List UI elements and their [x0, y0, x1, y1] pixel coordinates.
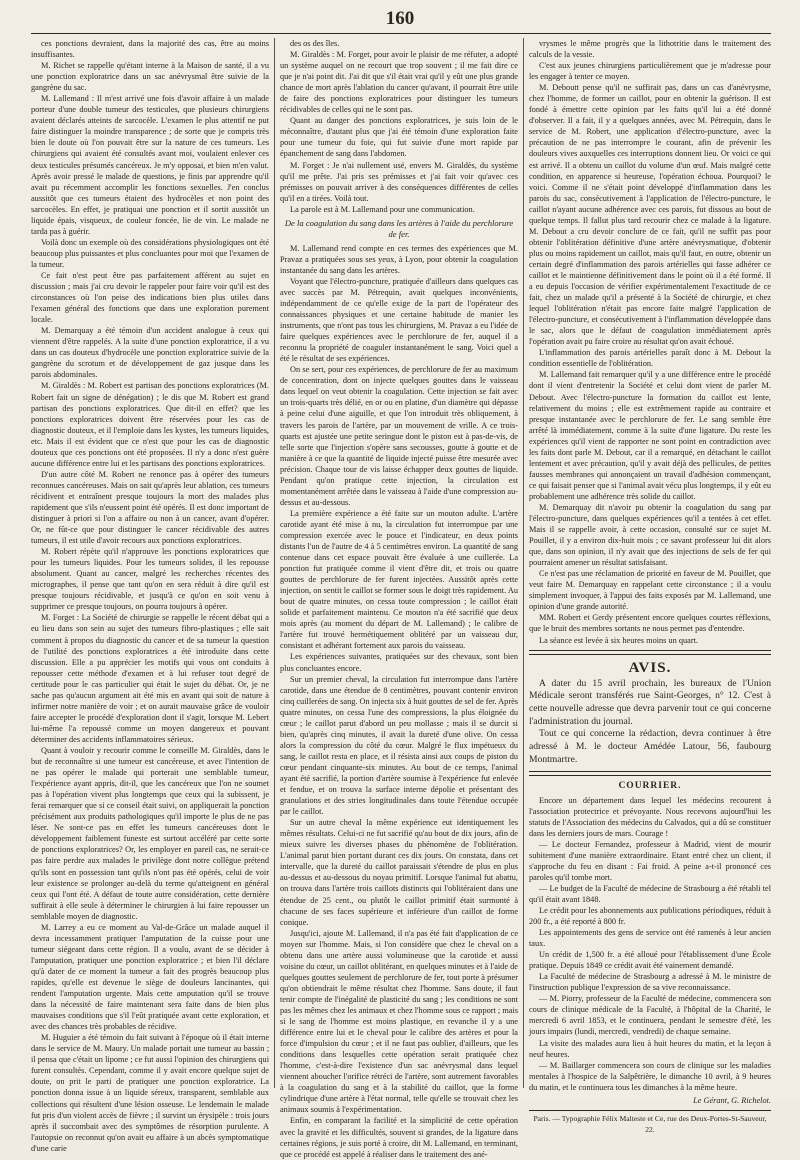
paragraph: — Le docteur Fernandez, professeur à Madrid, vient de mourir subitement d'une manière extraordinaire. Etant entré chez un client, il s'approche du feu en disant : Fai froid. A peine a-t-il prononcé ces paroles qu'il tombe mort. — [529, 839, 771, 882]
paragraph: M. Huguier a été témoin du fait suivant à l'époque où il était interne dans le service de M. Maury. Un malade portait une tumeur au bassin ; il pensa que c'était un lipome ; ce fut aussi l'opinion des chirurgiens qui furent consultés. Cependant, comme il y avait encore quelque sujet de doute, on prit le parti de pratiquer une ponction exploratrice. La ponction donna issue à un liquide séreux, transparent, semblable aux collections qui résultent d'une lésion osseuse. Le lendemain le malade fut pris d'un violent accès de fièvre ; il survint un érysipèle : trois jours après il succombait avec des symptômes de résorption purulente. A l'autopsie on reconnut qu'on avait eu affaire à un abcès symptomatique d'une carie — [31, 1033, 269, 1153]
section-divider — [529, 650, 771, 655]
paragraph: des os des îles. — [290, 39, 340, 48]
paragraph: — Le budget de la Faculté de médecine de Strasbourg a été rétabli tel qu'il était avant 1848. — [529, 883, 771, 904]
avis-title: AVIS. — [628, 659, 672, 676]
column-divider — [274, 38, 275, 1088]
paragraph: Voilà donc un exemple où des considérations physiologiques ont été beaucoup plus puissantes et plus concluantes pour moi que l'examen de la tumeur. — [31, 237, 269, 269]
paragraph: — M. Piorry, professeur de la Faculté de médecine, commencera son cours de clinique médicale de la Faculté, à l'hôpital de la Charité, le mercredi 6 avril 1853, et le continuera, pendant le semestre d'été, les jours impairs (lundi, mercredi, vendredi) de chaque semaine. — [529, 994, 771, 1037]
paragraph: M. Giraldès : M. Forget, pour avoir le plaisir de me réfuter, a adopté un système auquel on ne recourt que trop souvent ; il me fait dire ce que je n'ai point dit. J'ai dit que s'il était vrai qu'il y eût une plus grande chance de mort après l'ablation du cancer qu'avant, il pourrait être utile de faire des ponctions exploratrices pour distinguer les tumeurs récidivables de celles qui ne le sont pas. — [280, 50, 518, 115]
paragraph: La première expérience a été faite sur un mouton adulte. L'artère carotide ayant été mise à nu, la circulation fut interrompue par une compression exercée avec le pouce et l'indicateur, en deux points distants l'un de l'autre de 4 à 5 centimètres environ. La quantité de sang contenue dans cet espace pouvait être évaluée à une cuillerée. La ponction fut pratiquée comme il vient d'être dit, et trois ou quatre gouttes de perchlorure de fer furent injectées. Aussitôt après cette injection, on sentit le caillot se former sous le doigt très rapidement. Au bout de quatre minutes, on cessa toute compression ; le caillot était solide et parfaitement maintenu. Ce mouton n'a été sacrifié que deux mois après (au moment du départ de M. Lallemand) ; le calibre de l'artère fut trouvé hermétiquement oblitéré par un vaisseau dur, consistant et adhérant fortement aux parois du vaisseau. — [280, 508, 518, 651]
paragraph: ces ponctions devraient, dans la majorité des cas, être au moins insuffisantes. — [31, 39, 269, 60]
paragraph: On se sert, pour ces expériences, de perchlorure de fer au maximum de concentration, dont on injecte quelques gouttes dans le vaisseau dans lequel on veut obtenir la coagulation. Cette injection se fait avec un trois-quarts très délié, en or ou en platine, d'un diamètre qui dépasse à peine celui d'une aiguille, et que l'on introduit très obliquement, à travers les parois de l'artère, par un mouvement de vrille. A ce trois-quarts est ajustée une petite seringue dont le piston est à pas-de-vis, de telle sorte que l'injection s'opère sans secousses, goutte à goutte et de manière à ce que la quantité de liquide injecté puisse être mesurée avec précision. Chaque tour de vis laisse échapper deux gouttes de liquide. Pendant qu'on pratique cette injection, la circulation est momentanément arrêtée dans le vaisseau à l'aide d'une compression au-dessus et au-dessous. — [280, 365, 518, 507]
signature: Le Gérant, G. Richelot. — [693, 1095, 771, 1105]
paragraph: Ce fait n'est peut être pas parfaitement afférent au sujet en discussion ; mais j'ai cru devoir le rappeler pour faire voir qu'il est des circonstances où l'on peise des indications bien plus utiles dans l'examen général des fonctions que dans une exploration purement locale. — [31, 270, 269, 325]
paragraph: La visite des malades aura lieu à huit heures du matin, et la leçon à neuf heures. — [529, 1038, 771, 1059]
printer-imprint: Paris. — Typographie Félix Malteste et Ce, rue des Deux-Portes-St-Sauveur, 22. — [533, 1113, 767, 1134]
column-3 — [529, 38, 771, 1134]
paragraph: Voyant que l'électro-puncture, pratiquée d'ailleurs dans quelques cas avec succès par M. Pétrequin, avait quelques inconvénients, indépendamment de ce qu'elle exige de la part de l'opérateur des connaissances physiques et une certaine habitude de manier les instruments, que n'ont pas tous les chirurgiens, M. Pravaz a eu l'idée de faire quelques expériences avec le perchlorure de fer, auquel il a reconnu la propriété de coaguler instantanément le sang. Voici quel a été le résultat de ses expériences. — [280, 276, 518, 364]
paragraph: Enfin, en comparant la facilité et la simplicité de cette opération avec la gravité et les difficultés, souvent si grandes, de la ligature dans certaines régions, je suis porté à croire, dit M. Lallemand, en terminant, que ce procédé est appelé à réaliser dans le traitement des ané- — [280, 1116, 518, 1159]
paragraph: Ce n'est pas une réclamation de priorité en faveur de M. Pouillet, que veut faire M. Demarquay en rappelant cette circonstance ; il a voulu simplement invoquer, à l'appui des faits exposés par M. Lallemand, une opinion d'une grande autorité. — [529, 569, 771, 612]
paragraph: D'un autre côté M. Robert ne renonce pas à opérer des tumeurs reconnues cancéreuses. Mais on sait qu'après leur ablation, ces tumeurs récidivent et entraînent presque toujours la mort des malades plus rapidement que s'ils n'eussent point été opérés. Il est donc important de distinguer à priori si l'on a affaire ou non à un cancer, avant d'opérer. Or, ne fût-ce que pour distinguer le cancer récidivable des autres tumeurs, il est utile d'avoir recours aux ponctions exploratrices. — [31, 469, 269, 546]
section-divider — [529, 771, 771, 776]
paragraph: M. Robert répète qu'il n'approuve les ponctions exploratrices que pour les tumeurs liquides. Pour les tumeurs solides, il les repousse absolument. Quant au cancer, malgré les recherches récentes des micrographes, il pense que tant qu'on en sera réduit à dire qu'il est presque toujours récidivable, et jusqu'à ce qu'on en soit venu à supprimer ce presque toujours, on pourra toujours à opérer. — [31, 547, 269, 612]
paragraph: M. Forget : Je n'ai nullement usé, envers M. Giraldès, du système qu'il me prête. J'ai pris ses prémisses et j'ai fait voir qu'avec ces prémisses on pouvait arriver à des conséquences différentes de celles qu'il en a tirées. Voilà tout. — [280, 160, 518, 203]
paragraph: La Faculté de médecine de Strasbourg a adressé à M. le ministre de l'instruction publique l'expression de sa vive reconnaissance. — [529, 972, 771, 993]
column-divider — [523, 38, 524, 1088]
paragraph: M. Forget : La Société de chirurgie se rappelle le récent débat qui a eu lieu dans son sein au sujet des tumeurs fibro-plastiques ; elle sait comment à propos du diagnostic du cancer et de sa tumeur la question de l'utilité des ponctions exploratrices a été introduite dans cette discussion. Elle a pu apprécier les motifs qui vous ont conduits à repousser cette méthode d'examen et à lui refuser tout degré de certitude pour le cas particulier qui était le sujet du débat. Or, je ne sache pas qu'aucun argument ait été mis en avant qui soit de nature à infirmer notre manière de voir ; et on aurait mauvaise grâce de vouloir faire accepter le procédé d'exploration dont il s'agit, lorsque M. Lebert lui-même l'a repoussé comme un moyen dangereux et pouvant déterminer des accidents inflammatoires sérieux. — [31, 613, 269, 744]
column-1 — [31, 38, 269, 1153]
paragraph: Le crédit pour les abonnements aux publications périodiques, réduit à 200 fr., a été reporté à 800 fr. — [529, 905, 771, 927]
avis-paragraph: Tout ce qui concerne la rédaction, devra continuer à être adressé à M. le docteur Amédée Latour, 56, faubourg Montmartre. — [529, 728, 771, 765]
footer-rule — [529, 1110, 771, 1111]
paragraph: Les appointements des gens de service ont été ramenés à leur ancien taux. — [529, 928, 771, 949]
section-heading: De la coagulation du sang dans les artères à l'aide du perchlorure de fer. — [284, 217, 514, 239]
page-number: 160 — [385, 8, 415, 29]
paragraph: La séance est levée à six heures moins un quart. — [539, 635, 698, 645]
paragraph: L'inflammation des parois artérielles paraît donc à M. Debout la condition essentielle de l'oblitération. — [529, 348, 771, 369]
paragraph: Les expériences suivantes, pratiquées sur des chevaux, sont bien plus concluantes encore. — [280, 652, 518, 673]
header-rule — [31, 33, 771, 34]
paragraph: M. Lallemand fait remarquer qu'il y a une différence entre le procédé dont il vient d'entretenir la Société et celui dont vient de parler M. Debout. Avec l'électro-puncture la formation du caillot est lente, relativement du moins ; elle est extrêmement rapide au contraire et presque instantanée avec le perchlorure de fer. Le sang semble être arrêté là immédiatement, comme à la suite d'une ligature. Du reste les expériences qu'il vient de rapporter ne sont point en contradiction avec les faits dont parle M. Debout, car il a remarqué, en détachant le caillot lentement et avec précaution, qu'il y avait déjà des pellicules, de petites fausses membranes qui annonçaient un travail d'adhésion commençant, ce qui faisait penser que si l'animal avait vécu plus longtemps, il y eût eu probablement une adhérence très solide du caillot. — [529, 370, 771, 501]
paragraph: Jusqu'ici, ajoute M. Lallemand, il n'a pas été fait d'application de ce moyen sur l'homme. Mais, si l'on considère que chez le cheval on a obtenu dans une artère aussi volumineuse que la carotide et aussi voisine du cœur, un caillot oblitérant, en quelques minutes et à l'aide de quelques gouttes seulement de perchlorure de fer, tout porte à présumer qu'on obtiendrait le même résultat chez l'homme. Sans doute, il faut tenir compte de l'inégalité de plasticité du sang ; les conditions ne sont pas les mêmes chez les animaux et chez l'homme sous ce rapport ; mais si le sang de l'homme est moins plastique, en revanche il y a une différence entre lui et le cheval pour le calibre des artères et pour la force d'impulsion du cœur ; et il ne faut pas oublier, d'ailleurs, que les conditions dans lesquelles cette opération serait pratiquée chez l'homme, c'est-à-dire l'existence d'un sac anévrysmal dans lequel viennent aboucher l'orifice rétréci de l'artère, sont autrement favorables à la coagulation du sang et à la stabilité du caillot, que la forme cylindrique d'une artère à l'état normal, telle qu'elle se trouvait chez les animaux soumis à l'expérimentation. — [280, 928, 518, 1115]
paragraph: M. Larrey a eu ce moment au Val-de-Grâce un malade auquel il devra incessamment pratiquer l'amputation de la cuisse pour une tumeur siégeant dans cette région. Il a voulu, avant de se décider à l'amputation, pratiquer une ponction exploratrice ; et bien l'il déclare qu'à dater de ce moment la tumeur a fait des progrès beaucoup plus rapides, qu'elle est devenue le siège de douleurs lancinantes, qui rendent l'amputation urgente. Mais cette amputation qu'il se trouve dans la nécessité de faire maintenant sera faite dans de bien plus mauvaises conditions que s'il l'eût pratiquée avant cette exploration, et avec des chances très probables de récidive. — [31, 922, 269, 1032]
paragraph: M. Lallemand rend compte en ces termes des expériences que M. Pravaz a pratiquées sous ses yeux, à Lyon, pour obtenir la coagulation instantanée du sang dans les artères. — [280, 243, 518, 275]
paragraph: M. Lallemand : Il m'est arrivé une fois d'avoir affaire à un malade porteur d'une double tumeur des testicules, que plusieurs chirurgiens avaient déclarés atteints de sarcocèle. L'examen le plus attentif ne put faire distinguer la moindre transparence ; de sorte que je compris très bien le doute où l'on pouvait être sur la nature de ces tumeurs. Les chirurgiens qui avaient été consultés avant moi, voulaient enlever ces deux testicules présumés cancéreux. Je m'y opposai, et bien m'en valut. Après avoir pressé le malade de questions, je finis par apprendre qu'il avait pu récemment accomplir les fonctions sexuelles. J'en conclus aussitôt que ces tumeurs étaient des hydrocèles et non point des sarcocèles. En effet, je pratiquai une ponction et il sortit aussitôt un liquide épais, visqueux, de couleur foncée, lie de vin. Le malade ne tarda pas à guérir. — [31, 94, 269, 236]
column-2 — [280, 38, 518, 1159]
paragraph: M. Deboutt pense qu'il ne suffirait pas, dans un cas d'anévrysme, chez l'homme, de former un caillot, pour en obtenir la guérison. Il est fondé à émettre cette opinion par les faits qu'il lui a été donné d'observer. Il a fait, il y a quelques années, avec M. Pétrequin, dans le service de M. Robert, une application d'électro-puncture, avec la précaution de ne pas interrompre le courant, afin de prévenir les douleurs vives auxquelles ces interruptions donnent lieu. Or voici ce qui est arrivé. Il a obtenu un caillot du volume d'un œuf. Mais malgré cette condition, en apparence si heureuse, l'opération échoua. Pourquoi? le voici. Comme il ne s'était point développé d'inflammation dans les parois du sac, consécutivement à l'application de l'électro-puncture, le caillot n'ayant aucune adhérence avec ces parois, fut dissous au bout de quelque temps. Il fallut plus tard recourir chez ce malade à la ligature. M. Debout a cru devoir conclure de ce fait, qu'il ne suffit pas pour obtenir l'oblitération définitive d'une artère anévrysmatique, d'obtenir plus ou moins rapidement un caillot, mais qu'il faut, en outre, obtenir un certain degré d'inflammation des parois artérielles qui fasse adhérer ce caillot et le maintienne définitivement dans le point où il a été formé. Il a eu depuis l'occasion de vérifier expérimentalement l'exactitude de ce fait, chez un malade qu'il a présenté à la Société de chirurgie, et chez lequel l'oblitération n'était pas encore faite malgré l'application de l'électro-puncture, et consécutivement à l'inflammation développée dans le sac, alors que le défaut de coagulation immédiatement après l'opération avait pu faire croire au résultat qu'on avait échoué. — [529, 83, 771, 347]
paragraph: Sur un premier cheval, la circulation fut interrompue dans l'artère carotide, dans une étendue de 8 centimètres, pouvant contenir environ cinq cuillerées de sang. On injecta six à huit gouttes de sel de fer. Après quatre minutes, on cessa l'une des compressions, la plus éloignée du cœur ; le caillot parut d'abord un peu mollasse ; mais il se durcit si bien, qu'après cinq minutes, il avait la dureté d'une olive. On cessa alors la compression du côté du cœur. Malgré le flux impétueux du sang, le caillot resta en place, et il résista ainsi aux coups de piston du cœur pendant cinquante-six minutes. Au bout de ce temps, l'animal ayant été sacrifié, la portion d'artère soumise à l'expérience fut enlevée et fendue, et on trouva la surface interne dépolie et présentant des granulations et des stries longitudinales dans toute l'étendue occupée par le caillot. — [280, 674, 518, 817]
courrier-title: COURRIER. — [618, 780, 682, 791]
paragraph: M. Demarquay a été témoin d'un accident analogue à ceux qui viennent d'être rappelés. A la suite d'une ponction exploratrice, il a vu dans un cas douteux d'hydrocèle une ponction exploratrice suivie de la gangrène du scrotum et de développement de gaz jusque dans les parois abdominales. — [31, 326, 269, 380]
paragraph: vrysmes le même progrès que la lithotritie dans le traitement des calculs de la vessie. — [529, 39, 771, 60]
paragraph: Un crédit de 1,500 fr. a été alloué pour l'établissement d'une École pratique. Depuis 1849 ce crédit avait été vainement demandé. — [529, 950, 771, 971]
paragraph: Quant à vouloir y recourir comme le conseille M. Giraldès, dans le but de reconnaître si une tumeur est cancéreuse, et avec l'intention de ne pas opérer le malade qui porterait une semblable tumeur, l'expérience ayant appris, dit-il, que les cancéreux que l'on ne soumet pas à l'opération vivent plus longtemps que ceux qui la subissent, je ferai remarquer que si ce conseil était suivi, on appliquerait la ponction précisément aux produits pathologiques qu'il importe le plus de ne pas léser. Ne sont-ce pas en effet les tumeurs cancéreuses dont le développement faiblement funeste est surtout accéléré par cette sorte de ponctions exploratrices? Or, les employer en pareil cas, ne serait-ce pas faire perdre aux malades le privilège dont notre collègue prétend qu'ils sont en possession tant qu'ils n'ont pas été opérés, celui de voir leur existence se prolonger au-delà du terme qu'atteignent en général ceux qui l'ont été. A défaut de toute autre considération, cette dernière suffirait à elle seule à déterminer le chirurgien à lui faire repousser un semblable moyen de diagnostic. — [31, 746, 269, 921]
paragraph: C'est aux jeunes chirurgiens particulièrement que je m'adresse pour les engager à tenter ce moyen. — [529, 61, 771, 82]
paragraph: MM. Robert et Gerdy présentent encore quelques courtes réflexions, que le bruit des membres sortants ne nous permet pas d'entendre. — [529, 613, 771, 634]
paragraph: Encore un département dans lequel les médecins recourent à l'association protectrice et prévoyante. Nous recevons aujourd'hui les statuts de l'Association des médecins du Calvados, qui a dû se constituer dans les derniers jours de mars. Courage ! — [529, 795, 771, 838]
paragraph: — M. Baillarger commencera son cours de clinique sur les maladies mentales à l'hospice de la Salpêtrière, le dimanche 10 avril, à 9 heures du matin, et le continuera tous les dimanches à la même heure. — [529, 1060, 771, 1092]
paragraph: M. Richet se rappelle qu'étant interne à la Maison de santé, il a vu une ponction exploratrice dans un sac anévrysmal être suivie de la gangrène du sac. — [31, 61, 269, 93]
paragraph: M. Demarquay dit n'avoir pu obtenir la coagulation du sang par l'électro-puncture, dans quelques expériences qu'il a tentées à cet effet. Mais il se rappelle avoir, à cette occasion, consulté sur ce sujet M. Pouillet, il y a environ dix-huit mois ; ce savant professeur lui dit alors que, dans son opinion, il n'y avait que des injections de sels de fer qui pourraient amener un résultat satisfaisant. — [529, 502, 771, 568]
paragraph: La parole est à M. Lallemand pour une communication. — [290, 204, 475, 214]
paragraph: M. Giraldès : M. Robert est partisan des ponctions exploratrices (M. Robert fait un signe de dénégation) ; le dis que M. Robert est grand partisan des ponctions exploratrices. Que dit-il en effet? que les ponctions exploratrices doivent être réservées pour les cas de diagnostic douteux, et il l'emploie dans les kystes, les tumeurs liquides, etc. Mais il est évident que ce n'est que pour les cas de diagnostic douteux que ces ponctions ont été proposées. Il n'y a donc n'est guère aucune différence entre lui et les partisans des ponctions exploratrices. — [31, 381, 269, 468]
paragraph: Quant au danger des ponctions exploratrices, je suis loin de le méconnaître, d'autant plus que j'ai été témoin d'une exploration faite pour une tumeur du foie, qui fut suivie d'une mort rapide par épanchement de sang dans l'abdomen. — [280, 116, 518, 159]
avis-paragraph: A dater du 15 avril prochain, les bureaux de l'Union Médicale seront transférés rue Saint-Georges, n° 12. C'est à cette nouvelle adresse que devra parvenir tout ce qui concerne l'administration du journal. — [529, 677, 771, 727]
paragraph: Sur un autre cheval la même expérience eut identiquement les mêmes résultats. Celui-ci ne fut sacrifié qu'au bout de dix jours, afin de mieux suivre les diverses phases du phénomène de l'oblitération. L'animal parut bien portant durant ces dix jours. On constata, dans cet intervalle, que la dureté du caillot paraissait s'étendre de plus en plus au-dessus et au-dessous du noyau primitif. Lorsque l'animal fut abattu, on trouva dans l'artère trois caillots distincts qui l'oblitéraient dans une étendue de 25 cent., ou plutôt le caillot primitif était surmonté à chacune de ses faces supérieure et inférieure d'un caillot de forme conique. — [280, 818, 518, 927]
